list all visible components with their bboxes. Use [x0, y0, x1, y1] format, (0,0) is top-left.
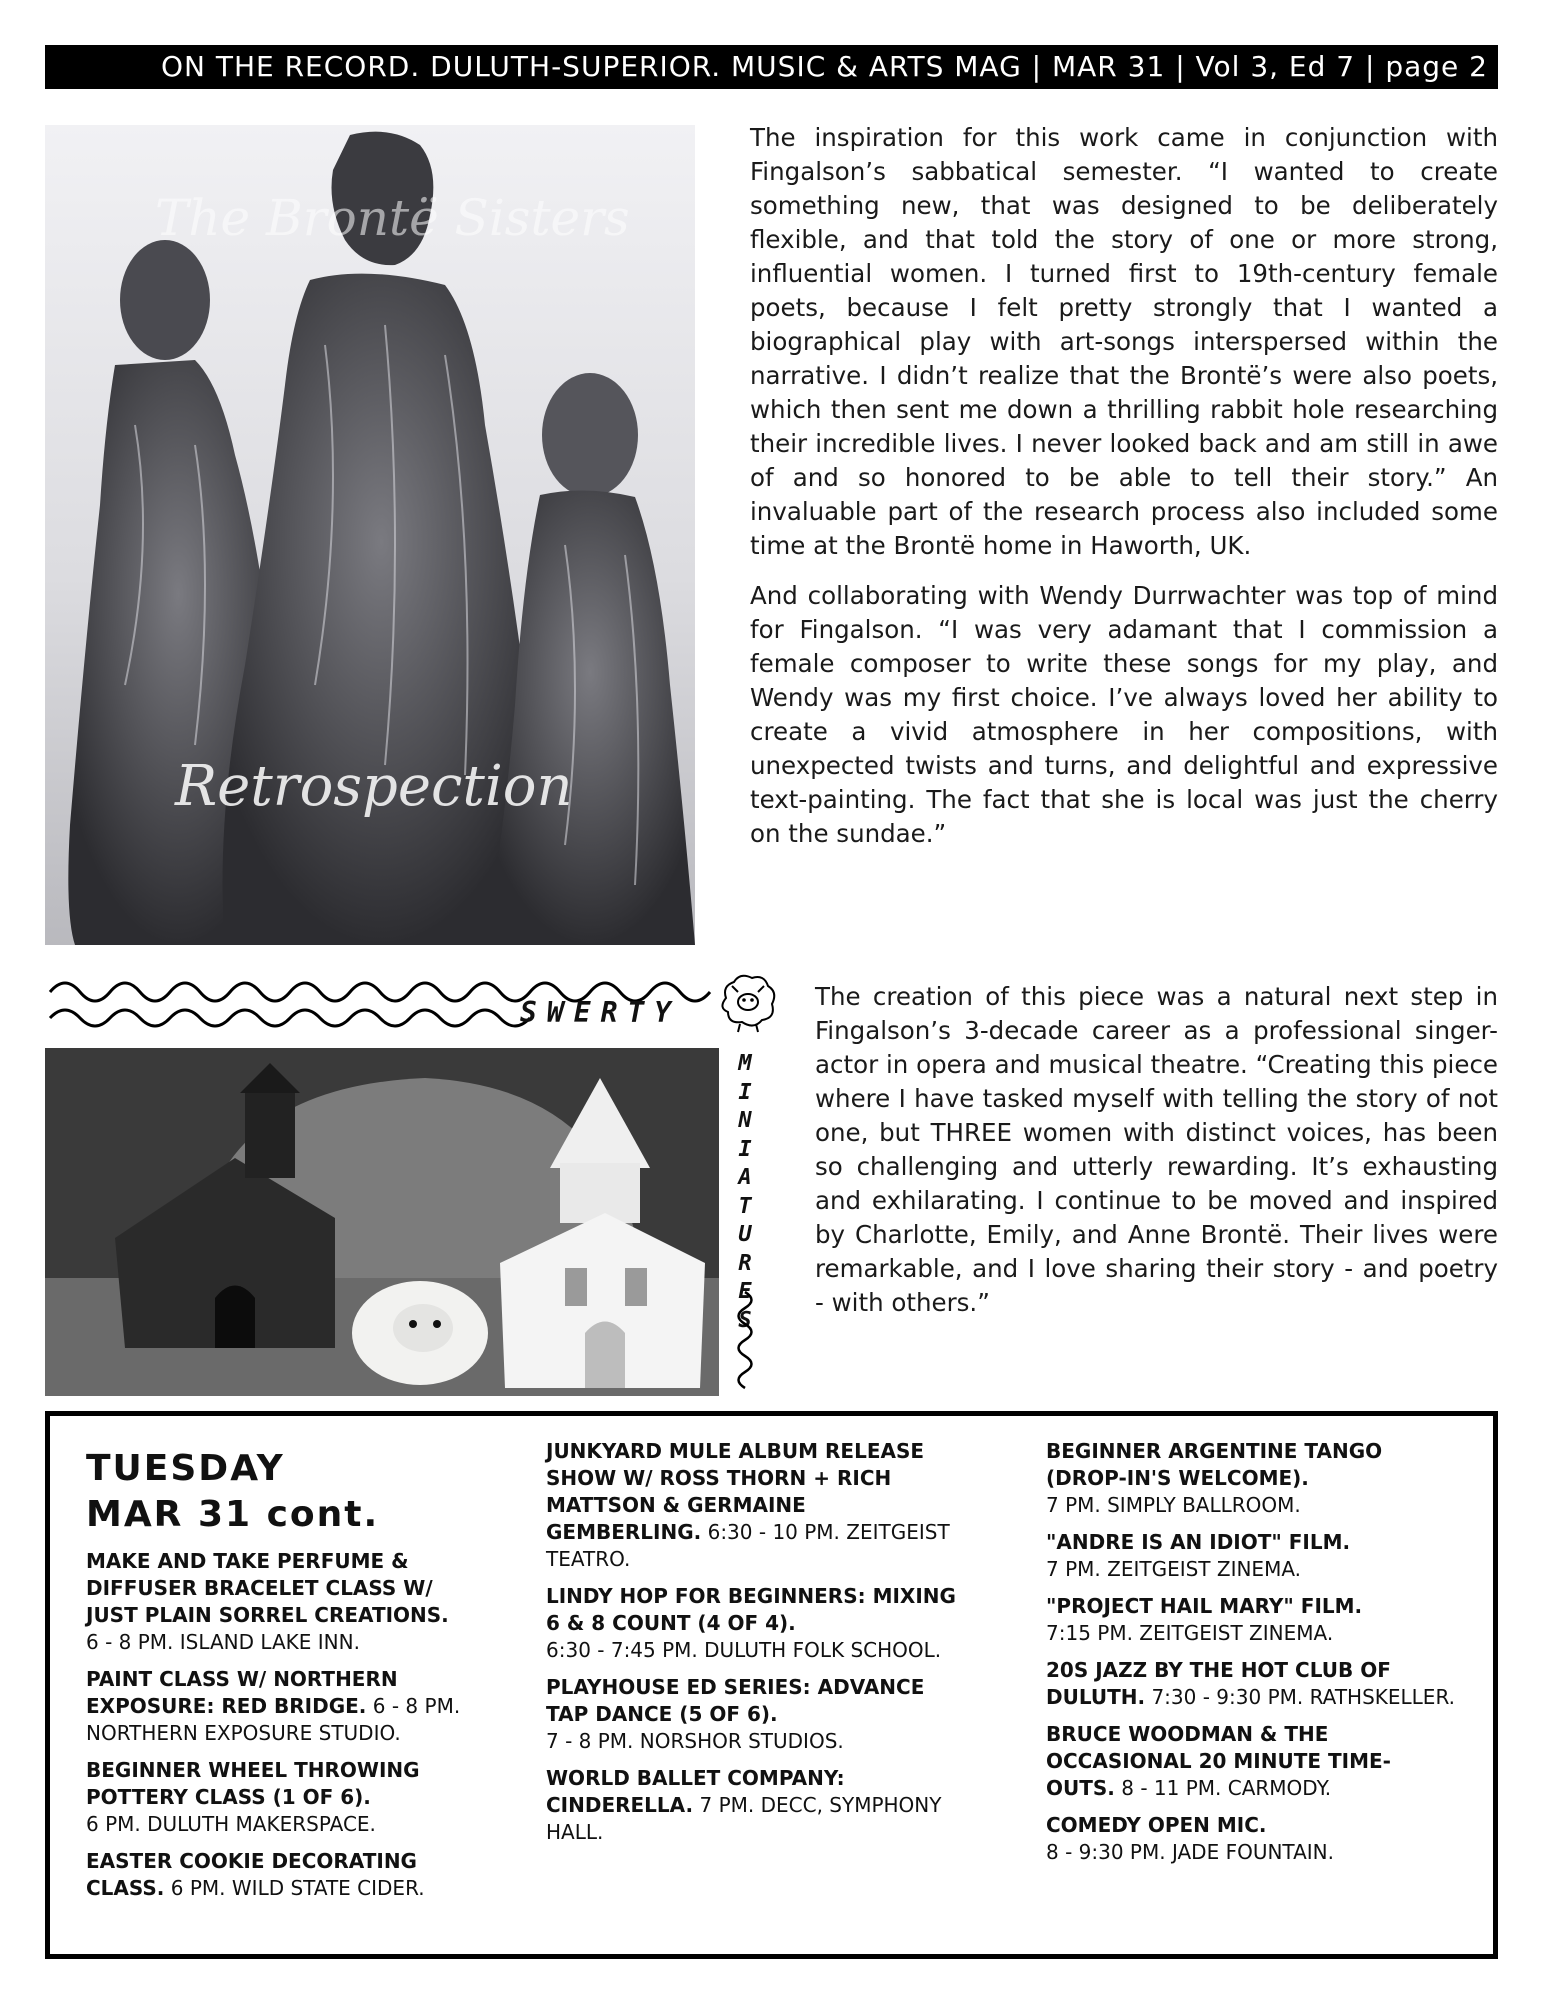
- event-details: 6:30 - 10 PM. ZEITGEIST TEATRO.: [546, 1520, 950, 1571]
- masthead-text: ON THE RECORD. DULUTH-SUPERIOR. MUSIC & ARTS MAG | MAR 31 | Vol 3, Ed 7 | page 2: [160, 50, 1488, 83]
- event-item: [1046, 1593, 1456, 1647]
- event-item: [546, 1674, 966, 1755]
- event-title: BEGINNER WHEEL THROWING POTTERY CLASS (1 OF 6).: [86, 1758, 420, 1809]
- miniatures-letter: N: [738, 1108, 752, 1133]
- event-item: [546, 1438, 966, 1573]
- events-listing-box: [45, 1411, 1498, 1959]
- miniatures-letter: T: [738, 1193, 752, 1219]
- event-item: [86, 1666, 486, 1747]
- event-title: BEGINNER ARGENTINE TANGO (DROP-IN'S WELCOME).: [1046, 1439, 1383, 1490]
- event-item: [1046, 1721, 1456, 1802]
- event-details: 8 - 9:30 PM. JADE FOUNTAIN.: [1046, 1840, 1334, 1864]
- event-title: LINDY HOP FOR BEGINNERS: MIXING 6 & 8 COUNT (4 OF 4).: [546, 1584, 956, 1635]
- event-details: 7 - 8 PM. NORSHOR STUDIOS.: [546, 1729, 844, 1753]
- event-title: BRUCE WOODMAN & THE OCCASIONAL 20 MINUTE TIME-OUTS.: [1046, 1722, 1391, 1800]
- miniatures-letter: R: [738, 1250, 752, 1276]
- miniatures-letter: U: [738, 1222, 752, 1247]
- event-title: JUNKYARD MULE ALBUM RELEASE SHOW W/ ROSS THORN + RICH MATTSON & GERMAINE GEMBERLING.: [546, 1439, 925, 1544]
- events-column-3: [1046, 1438, 1456, 1876]
- event-item: [1046, 1529, 1456, 1583]
- event-item: [546, 1765, 966, 1846]
- event-title: 20S JAZZ BY THE HOT CLUB OF DULUTH.: [1046, 1658, 1391, 1709]
- event-item: [1046, 1812, 1456, 1866]
- events-day: TUESDAY: [86, 1448, 285, 1489]
- article-paragraph: The creation of this piece was a natural next step in Fingalson’s 3-decade career as a professional singer-actor in opera and musical theatre. “Creating this piece where I have tasked myself with telling the story of not one, but THREE women with distinct voices, has been so challenging and utterly rewarding. It’s exhausting and exhilarating. I continue to be moved and inspired by Charlotte, Emily, and Anne Brontë. Their lives were remarkable, and I love sharing their story - and poetry - with others.”: [815, 982, 1498, 1317]
- miniatures-letter: M: [738, 1051, 752, 1076]
- event-details: 6 PM. WILD STATE CIDER.: [164, 1876, 425, 1900]
- bronte-sculpture-image: [45, 125, 695, 945]
- event-item: [86, 1757, 486, 1838]
- vertical-squiggle: [728, 1288, 762, 1398]
- event-title: WORLD BALLET COMPANY: CINDERELLA.: [546, 1766, 845, 1817]
- miniatures-letter: I: [738, 1079, 752, 1105]
- event-details: 7:30 - 9:30 PM. RATHSKELLER.: [1151, 1685, 1455, 1709]
- event-item: [1046, 1438, 1456, 1519]
- miniature-churches-image: [45, 1048, 719, 1396]
- event-details: 7:15 PM. ZEITGEIST ZINEMA.: [1046, 1621, 1334, 1645]
- event-details: 6:30 - 7:45 PM. DULUTH FOLK SCHOOL.: [546, 1638, 942, 1662]
- event-title: PAINT CLASS W/ NORTHERN EXPOSURE: RED BRIDGE.: [86, 1667, 398, 1718]
- miniatures-letter: E: [738, 1279, 752, 1304]
- events-column-1: [86, 1446, 486, 1912]
- event-title: "PROJECT HAIL MARY" FILM.: [1046, 1594, 1363, 1618]
- event-title: EASTER COOKIE DECORATING CLASS.: [86, 1849, 417, 1900]
- miniatures-letter: S: [738, 1307, 752, 1333]
- masthead-bar: [45, 45, 1498, 89]
- event-item: [1046, 1657, 1456, 1711]
- article-column-top: [750, 121, 1498, 851]
- sheep-doodle-icon: [716, 968, 780, 1034]
- swerty-label: SWERTY: [520, 996, 682, 1029]
- event-details: 7 PM. SIMPLY BALLROOM.: [1046, 1493, 1301, 1517]
- event-details: 7 PM. DECC, SYMPHONY HALL.: [546, 1793, 942, 1844]
- event-details: 7 PM. ZEITGEIST ZINEMA.: [1046, 1557, 1302, 1581]
- article-paragraph: And collaborating with Wendy Durrwachter was top of mind for Fingalson. “I was very adamant that I commission a female composer to write these songs for my play, and Wendy was my first choice. I’ve always loved her ability to create a vivid atmosphere in her compositions, with unexpected twists and turns, and delightful and expressive text-painting. The fact that she is local was just the cherry on the sundae.”: [750, 581, 1498, 848]
- event-item: [86, 1848, 486, 1902]
- event-details: 6 PM. DULUTH MAKERSPACE.: [86, 1812, 376, 1836]
- miniatures-photo: [45, 1048, 719, 1396]
- event-details: 8 - 11 PM. CARMODY.: [1121, 1776, 1332, 1800]
- bronte-sisters-photo: [45, 125, 695, 945]
- photo-subtitle-overlay: Retrospection: [175, 754, 573, 819]
- miniatures-letter: A: [738, 1165, 752, 1190]
- article-paragraph: The inspiration for this work came in conjunction with Fingalson’s sabbatical semester. “I wanted to create something new, that was designed to be deliberately flexible, and that told the story of one or more strong, influential women. I turned first to 19th-century female poets, because I felt pretty strongly that I wanted a biographical play with art-songs interspersed within the narrative. I didn’t realize that the Brontë’s were also poets, which then sent me down a thrilling rabbit hole researching their incredible lives. I never looked back and am still in awe of and so honored to be able to tell their story.” An invaluable part of the research process also included some time at the Brontë home in Haworth, UK.: [750, 123, 1498, 560]
- article-column-bottom: [815, 980, 1498, 1320]
- events-column-2: [546, 1438, 966, 1856]
- event-item: [86, 1548, 486, 1656]
- event-details: 6 - 8 PM. ISLAND LAKE INN.: [86, 1630, 360, 1654]
- event-title: "ANDRE IS AN IDIOT" FILM.: [1046, 1530, 1351, 1554]
- event-title: COMEDY OPEN MIC.: [1046, 1813, 1267, 1837]
- miniatures-letter: I: [738, 1136, 752, 1162]
- event-title: MAKE AND TAKE PERFUME & DIFFUSER BRACELET CLASS W/ JUST PLAIN SORREL CREATIONS.: [86, 1549, 449, 1627]
- events-date: MAR 31 cont.: [86, 1494, 380, 1535]
- events-day-heading: [86, 1446, 486, 1538]
- event-details: 6 - 8 PM. NORTHERN EXPOSURE STUDIO.: [86, 1694, 461, 1745]
- photo-title-overlay: The Brontë Sisters: [155, 189, 630, 247]
- event-title: PLAYHOUSE ED SERIES: ADVANCE TAP DANCE (5 OF 6).: [546, 1675, 925, 1726]
- event-item: [546, 1583, 966, 1664]
